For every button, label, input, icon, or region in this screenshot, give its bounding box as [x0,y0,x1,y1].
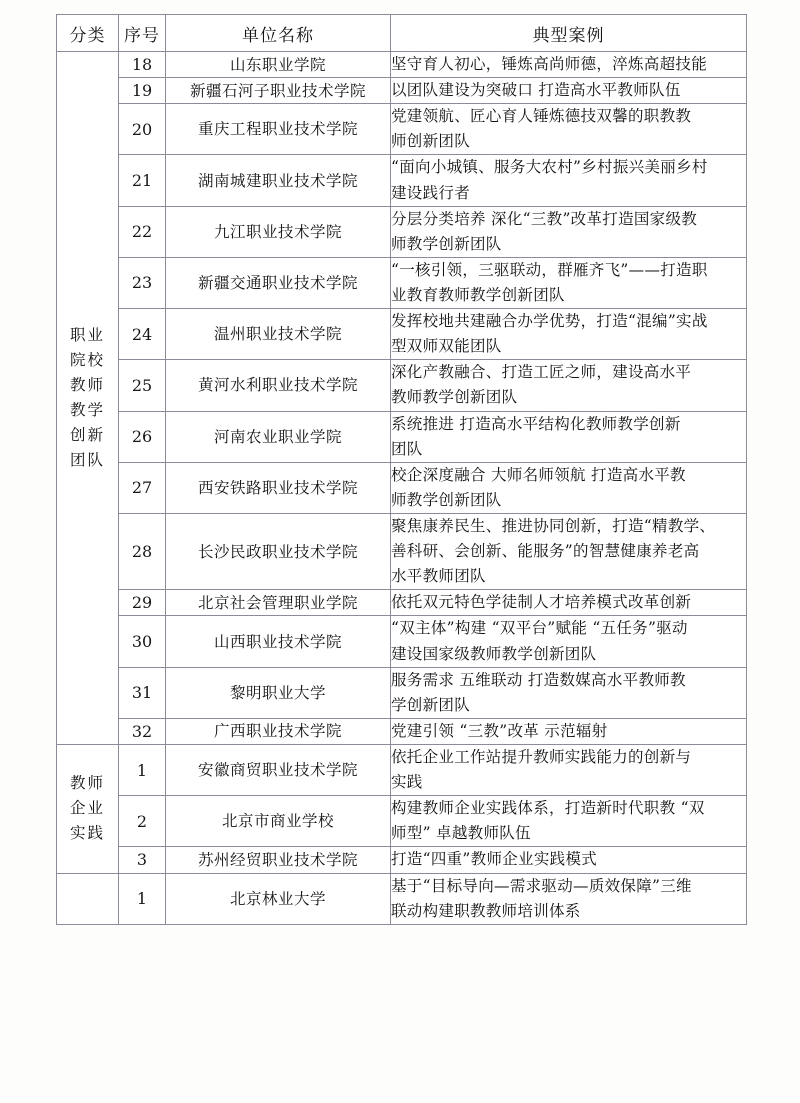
case-cell [391,590,747,616]
unit-name-cell: 黄河水利职业技术学院 [166,360,391,411]
category-cell [57,873,119,924]
case-line: “面向小城镇、服务大农村”乡村振兴美丽乡村 [391,158,708,177]
case-line: 校企深度融合 大师名师领航 打造高水平教 [391,465,686,484]
case-line: “双主体”构建 “双平台”赋能 “五任务”驱动 [391,619,688,638]
table-row [57,155,747,206]
case-cell [391,52,747,78]
case-line: 联动构建职教教师培训体系 [391,901,581,920]
unit-name-cell: 温州职业技术学院 [166,309,391,360]
case-line: 教师教学创新团队 [391,388,518,407]
case-cell [391,360,747,411]
case-line: 构建教师企业实践体系，打造新时代职教 “双 [391,799,705,818]
case-cell [391,718,747,744]
case-cell [391,462,747,513]
index-cell: 31 [119,667,166,718]
case-line: 业教育教师教学创新团队 [391,285,565,304]
table-row [57,873,747,924]
case-cell [391,309,747,360]
table-row [57,513,747,589]
table-row [57,78,747,104]
unit-name-cell: 北京社会管理职业学院 [166,590,391,616]
case-cell [391,78,747,104]
case-line: 依托双元特色学徒制人才培养模式改革创新 [391,593,692,612]
table-row [57,796,747,847]
unit-name-cell: 湖南城建职业技术学院 [166,155,391,206]
case-line: 善科研、会创新、能服务”的智慧健康养老高 [391,542,700,561]
case-line: 学创新团队 [391,695,471,714]
unit-name-cell: 广西职业技术学院 [166,718,391,744]
index-cell: 21 [119,155,166,206]
header-row [57,15,747,52]
category-cell [57,52,119,745]
case-line: 建设国家级教师教学创新团队 [391,644,597,663]
case-line: 依托企业工作站提升教师实践能力的创新与 [391,747,692,766]
unit-name-cell: 新疆石河子职业技术学院 [166,78,391,104]
typical-cases-table [56,14,747,925]
unit-name-cell: 北京市商业学校 [166,796,391,847]
category-label: 教师 企业 实践 [69,774,105,843]
unit-name-cell: 长沙民政职业技术学院 [166,513,391,589]
case-line: 服务需求 五维联动 打造数媒高水平教师教 [391,670,686,689]
column-header-case: 典型案例 [391,15,747,52]
unit-name-cell: 河南农业职业学院 [166,411,391,462]
table-row [57,206,747,257]
index-cell: 1 [119,873,166,924]
index-cell: 3 [119,847,166,873]
table-row [57,744,747,795]
case-line: 系统推进 打造高水平结构化教师教学创新 [391,414,681,433]
case-line: 师创新团队 [391,132,471,151]
table-row [57,257,747,308]
unit-name-cell: 西安铁路职业技术学院 [166,462,391,513]
case-cell [391,155,747,206]
unit-name-cell: 山西职业技术学院 [166,616,391,667]
category-cell [57,744,119,873]
unit-name-cell: 北京林业大学 [166,873,391,924]
case-cell [391,411,747,462]
table-body [57,52,747,925]
case-cell [391,796,747,847]
unit-name-cell: 安徽商贸职业技术学院 [166,744,391,795]
case-line: 分层分类培养 深化“三教”改革打造国家级教 [391,209,698,228]
column-header-index: 序号 [119,15,166,52]
case-cell [391,616,747,667]
unit-name-cell: 山东职业学院 [166,52,391,78]
case-cell [391,847,747,873]
case-line: 建设践行者 [391,183,471,202]
table-row [57,411,747,462]
case-cell [391,667,747,718]
case-line: 打造“四重”教师企业实践模式 [391,850,598,869]
table-header [57,15,747,52]
index-cell: 25 [119,360,166,411]
unit-name-cell: 九江职业技术学院 [166,206,391,257]
column-header-unit: 单位名称 [166,15,391,52]
case-line: 党建领航、匠心育人锤炼德技双馨的职教教 [391,107,692,126]
table-row [57,462,747,513]
case-cell [391,513,747,589]
category-label: 职业 院校 教师 教学 创新 团队 [69,325,105,470]
case-line: 师型” 卓越教师队伍 [391,824,531,843]
case-line: 深化产教融合、打造工匠之师，建设高水平 [391,363,692,382]
table-row [57,616,747,667]
case-line: 团队 [391,439,423,458]
case-cell [391,873,747,924]
index-cell: 23 [119,257,166,308]
case-line: 型双师双能团队 [391,337,502,356]
case-line: “一核引领，三驱联动，群雁齐飞”——打造职 [391,260,708,279]
index-cell: 20 [119,104,166,155]
case-line: 师教学创新团队 [391,234,502,253]
index-cell: 19 [119,78,166,104]
table-container [56,14,746,925]
index-cell: 27 [119,462,166,513]
index-cell: 26 [119,411,166,462]
case-line: 发挥校地共建融合办学优势，打造“混编”实战 [391,312,708,331]
case-line: 水平教师团队 [391,567,486,586]
unit-name-cell: 重庆工程职业技术学院 [166,104,391,155]
case-line: 聚焦康养民生、推进协同创新，打造“精教学、 [391,516,716,535]
index-cell: 1 [119,744,166,795]
index-cell: 18 [119,52,166,78]
case-cell [391,206,747,257]
table-row [57,847,747,873]
case-cell [391,744,747,795]
case-line: 实践 [391,773,423,792]
case-line: 坚守育人初心，锤炼高尚师德，淬炼高超技能 [391,55,708,73]
table-row [57,667,747,718]
unit-name-cell: 黎明职业大学 [166,667,391,718]
case-line: 党建引领 “三教”改革 示范辐射 [391,721,608,740]
case-line: 基于“目标导向—需求驱动—质效保障”三维 [391,876,692,895]
table-row [57,104,747,155]
case-line: 师教学创新团队 [391,490,502,509]
table-row [57,52,747,78]
table-row [57,309,747,360]
unit-name-cell: 新疆交通职业技术学院 [166,257,391,308]
unit-name-cell: 苏州经贸职业技术学院 [166,847,391,873]
column-header-category: 分类 [57,15,119,52]
index-cell: 30 [119,616,166,667]
case-cell [391,104,747,155]
index-cell: 28 [119,513,166,589]
table-row [57,590,747,616]
index-cell: 24 [119,309,166,360]
index-cell: 22 [119,206,166,257]
index-cell: 2 [119,796,166,847]
index-cell: 29 [119,590,166,616]
table-row [57,718,747,744]
table-row [57,360,747,411]
case-cell [391,257,747,308]
case-line: 以团队建设为突破口 打造高水平教师队伍 [391,81,681,100]
index-cell: 32 [119,718,166,744]
